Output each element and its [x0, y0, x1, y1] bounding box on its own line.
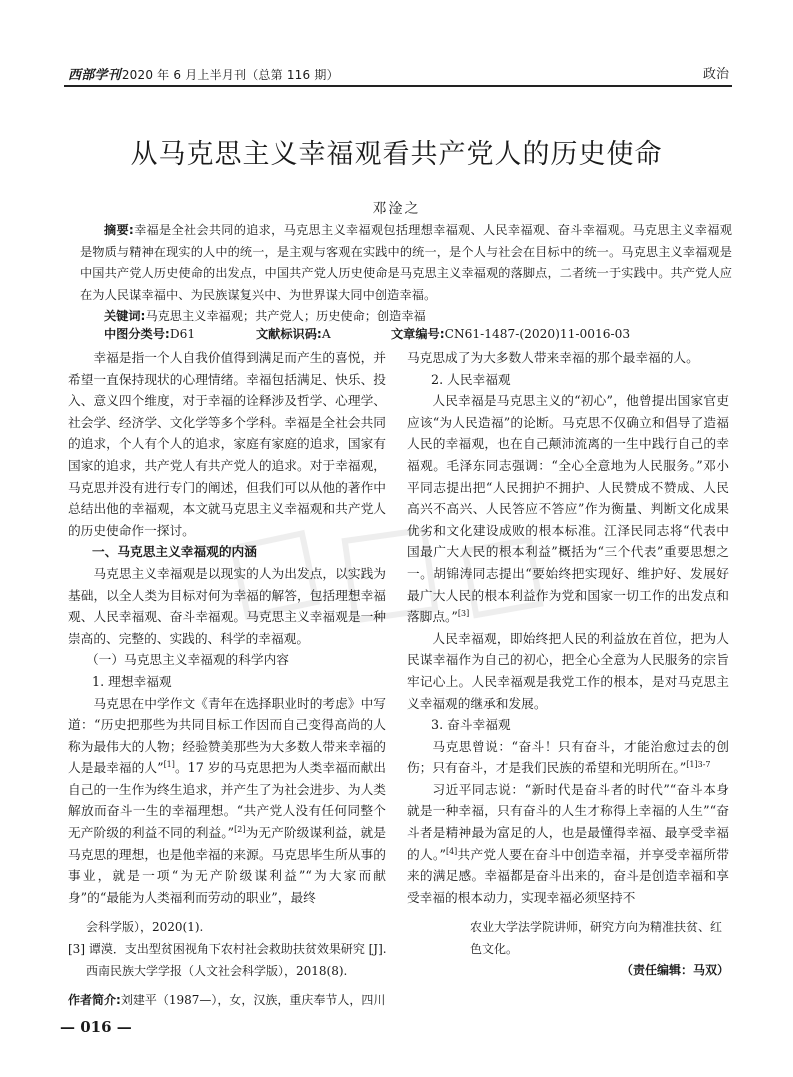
abstract-label: 摘要: — [104, 223, 134, 237]
document-code — [256, 324, 331, 344]
issue-info: 2020 年 6 月上半月刊（总第 116 期） — [121, 68, 339, 82]
page-number: — 016 — — [60, 1018, 132, 1036]
paragraph — [407, 390, 729, 628]
paragraph: 幸福是指一个人自我价值得到满足而产生的喜悦，并希望一直保持现状的心理情绪。幸福包括满足、快乐、投入、意义四个维度，对于幸福的诠释涉及哲学、心理学、社会学、经济学、文化学等多个学科。幸福是全社会共同的追求，个人有个人的追求，家庭有家庭的追求，国家有国家的追求，共产党人有共产党人的追求。对于幸福观，马克思并没有进行专门的阐述，但我们可以从他的著作中总结出他的幸福观，本文就马克思主义幸福观和共产党人的历史使命作一探讨。 — [68, 350, 386, 538]
citation: [4] — [445, 846, 458, 856]
reference-item: [3] 谭漠．支出型贫困视角下农村社会救助扶贫效果研究 [J]. — [68, 942, 387, 956]
clc-code — [104, 324, 195, 344]
text-run: 。17 岁的马克思把为人类幸福而献出自己的一生作为终生追求，并产生了为社会进步、为人类解放而奋斗一生的幸福理想。“共产党人没有任何同整个无产阶级的利益不同的利益。” — [68, 760, 386, 841]
citation: [1]3-7 — [686, 760, 711, 770]
paragraph: 人民幸福观，即始终把人民的利益放在首位，把为人民谋幸福作为自己的初心，把全心全意为人民服务的宗旨牢记心上。人民幸福观是我党工作的根本，是对马克思主义幸福观的继承和发展。 — [407, 630, 729, 711]
text-run: 马克思曾说：“奋斗！只有奋斗，才能治愈过去的创伤；只有奋斗，才是我们民族的希望和光明所在。” — [407, 738, 729, 776]
running-header — [68, 64, 339, 83]
reference-item-cont: 西南民族大学学报（人文社会科学版），2018(8). — [86, 964, 348, 978]
keywords — [104, 306, 426, 326]
clc-value: D61 — [169, 327, 196, 341]
text-run: 习近平同志说：“新时代是奋斗者的时代”“奋斗本身就是一种幸福，只有奋斗的人生才称得上幸福的人生”“奋斗者是精神最为富足的人，也是最懂得幸福、最享受幸福的人。” — [407, 781, 729, 862]
article-no-value: CN61-1487-(2020)11-0016-03 — [444, 327, 631, 341]
article-title: 从马克思主义幸福观看共产党人的历史使命 — [130, 139, 663, 170]
responsible-editor: （责任编辑：马双） — [620, 963, 729, 977]
journal-name: 西部学刊 — [68, 68, 121, 83]
citation: [1] — [163, 760, 175, 770]
paragraph — [68, 693, 386, 909]
doc-code-label: 文献标识码: — [256, 327, 322, 341]
text-run: 人民幸福是马克思主义的“初心”，他曾提出国家官吏应该“为人民造福”的论断。马克思不仅确立和倡导了造福人民的幸福观，也在自己颠沛流离的一生中践行自己的幸福观。毛泽东同志强调：“全心全意地为人民服务。”邓小平同志提出把“人民拥护不拥护、人民赞成不赞成、人民高兴不高兴、人民答应不答应”作为衡量、判断文化成果优劣和文化建设成败的根本标准。江泽民同志将“代表中国最广大人民的根本利益”概括为“三个代表”重要思想之一。胡锦涛同志提出“要始终把实现好、维护好、发展好最广大人民的根本利益作为党和国家一切工作的出发点和落脚点。” — [407, 393, 729, 625]
author-bio-continued: 农业大学法学院讲师，研究方向为精准扶贫、红色文化。 — [470, 920, 723, 956]
citation: [3] — [457, 608, 470, 618]
subsection-heading: （一）马克思主义幸福观的科学内容 — [86, 652, 289, 668]
text-run: 马克思在中学作文《青年在选择职业时的考虑》中写道：“历史把那些为共同目标工作因而自己变得高尚的人称为最伟大的人物；经验赞美那些为大多数人带来幸福的人是最幸福的人” — [68, 695, 386, 776]
clc-label: 中图分类号: — [104, 327, 170, 341]
keywords-label: 关键词: — [104, 309, 146, 323]
paragraph-continued: 马克思成了为大多数人带来幸福的那个最幸福的人。 — [407, 350, 699, 365]
abstract-text: 幸福是全社会共同的追求，马克思主义幸福观包括理想幸福观、人民幸福观、奋斗幸福观。马克思主义幸福观是物质与精神在现实的人中的统一，是主观与客观在实践中的统一，是个人与社会在目标中的统一。马克思主义幸福观是中国共产党人历史使命的出发点，中国共产党人历史使命是马克思主义幸福观的落脚点，二者统一于实践中。共产党人应在为人民谋幸福中、为民族谋复兴中、为世界谋大同中创造幸福。 — [80, 223, 732, 302]
header-rule — [64, 85, 732, 87]
paragraph — [407, 736, 729, 779]
subsubsection-heading: 1. 理想幸福观 — [92, 673, 172, 689]
bio-label: 作者简介: — [68, 993, 121, 1007]
abstract — [80, 220, 732, 306]
author-name: 邓淦之 — [372, 201, 421, 217]
subsubsection-heading: 3. 奋斗幸福观 — [431, 717, 511, 733]
section-heading: 一、马克思主义幸福观的内涵 — [92, 544, 257, 560]
body-column-left — [68, 347, 386, 908]
references — [68, 916, 398, 982]
paragraph: 马克思主义幸福观是以现实的人为出发点，以实践为基础，以全人类为目标对何为幸福的解答，包括理想幸福观、人民幸福观、奋斗幸福观。马克思主义幸福观是一种崇高的、完整的、实践的、科学的幸福观。 — [68, 565, 386, 646]
citation: [2] — [234, 824, 246, 834]
subsubsection-heading: 2. 人民幸福观 — [431, 371, 511, 387]
article-number — [391, 324, 630, 344]
section-label: 政治 — [702, 67, 729, 82]
bio-text: 刘建平（1987—），女，汉族，重庆奉节人，四川 — [120, 993, 386, 1007]
article-no-label: 文章编号: — [391, 327, 445, 341]
reference-continued: 会科学版），2020(1). — [86, 920, 204, 934]
author-bio — [68, 991, 385, 1008]
body-column-right — [407, 347, 729, 908]
doc-code-value: A — [321, 327, 331, 341]
keywords-text: 马克思主义幸福观；共产党人；历史使命；创造幸福 — [145, 309, 426, 323]
text-run: 为无产阶级谋利益，就是马克思的理想，也是他幸福的来源。马克思毕生所从事的事业，就是一项“为无产阶级谋利益”“为大家而献身”的“最能为人类福利而劳动的职业”，最终 — [68, 825, 387, 905]
paragraph — [407, 779, 729, 909]
text-run: 共产党人要在奋斗中创造幸福，并享受幸福所带来的满足感。幸福都是奋斗出来的，奋斗是创造幸福和享受幸福的根本动力，实现幸福必须坚持不 — [407, 846, 729, 905]
